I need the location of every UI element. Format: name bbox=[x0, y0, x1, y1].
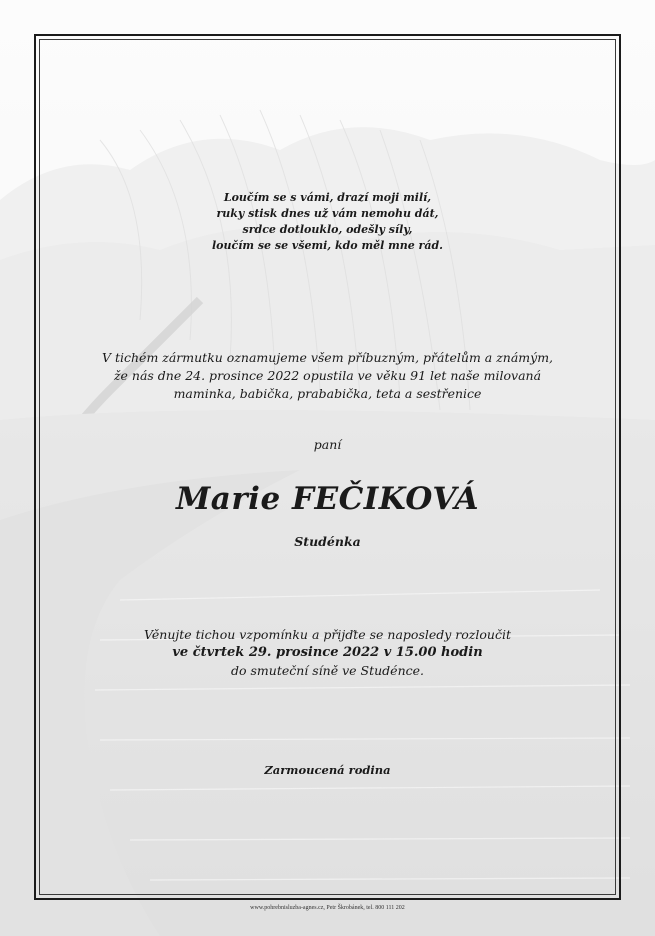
salutation: paní bbox=[313, 437, 342, 452]
funeral-datetime: ve čtvrtek 29. prosince 2022 v 15.00 hodin bbox=[172, 645, 483, 660]
footer-contact: www.pohrebnisluzba-agnes.cz, Petr Škrobánek, tel. 800 111 202 bbox=[250, 905, 405, 911]
funeral-info bbox=[40, 626, 615, 680]
funeral-invitation: Věnujte tichou vzpomínku a přijďte se naposledy rozloučit bbox=[144, 627, 511, 642]
funeral-location: do smuteční síně ve Studénce. bbox=[231, 663, 424, 678]
deceased-name: Marie FEČIKOVÁ bbox=[175, 481, 480, 517]
announcement-line: V tichém zármutku oznamujeme všem příbuzným, přátelům a známým, bbox=[101, 350, 554, 365]
deceased-place: Studénka bbox=[294, 534, 361, 549]
poem-block bbox=[40, 190, 615, 254]
announcement-line: že nás dne 24. prosince 2022 opustila ve věku 91 let naše milovaná bbox=[113, 368, 542, 383]
poem-line: Loučím se s vámi, drazí moji milí, bbox=[223, 191, 432, 204]
poem-line: loučím se se všemi, kdo měl mne rád. bbox=[212, 239, 443, 252]
obituary-content bbox=[40, 40, 615, 894]
signature: Zarmoucená rodina bbox=[264, 763, 391, 777]
announcement-block bbox=[40, 349, 615, 403]
poem-line: ruky stisk dnes už vám nemohu dát, bbox=[216, 207, 439, 220]
poem-line: srdce dotlouklo, odešly síly, bbox=[242, 223, 413, 236]
announcement-line: maminka, babička, prababička, teta a sestřenice bbox=[173, 386, 482, 401]
